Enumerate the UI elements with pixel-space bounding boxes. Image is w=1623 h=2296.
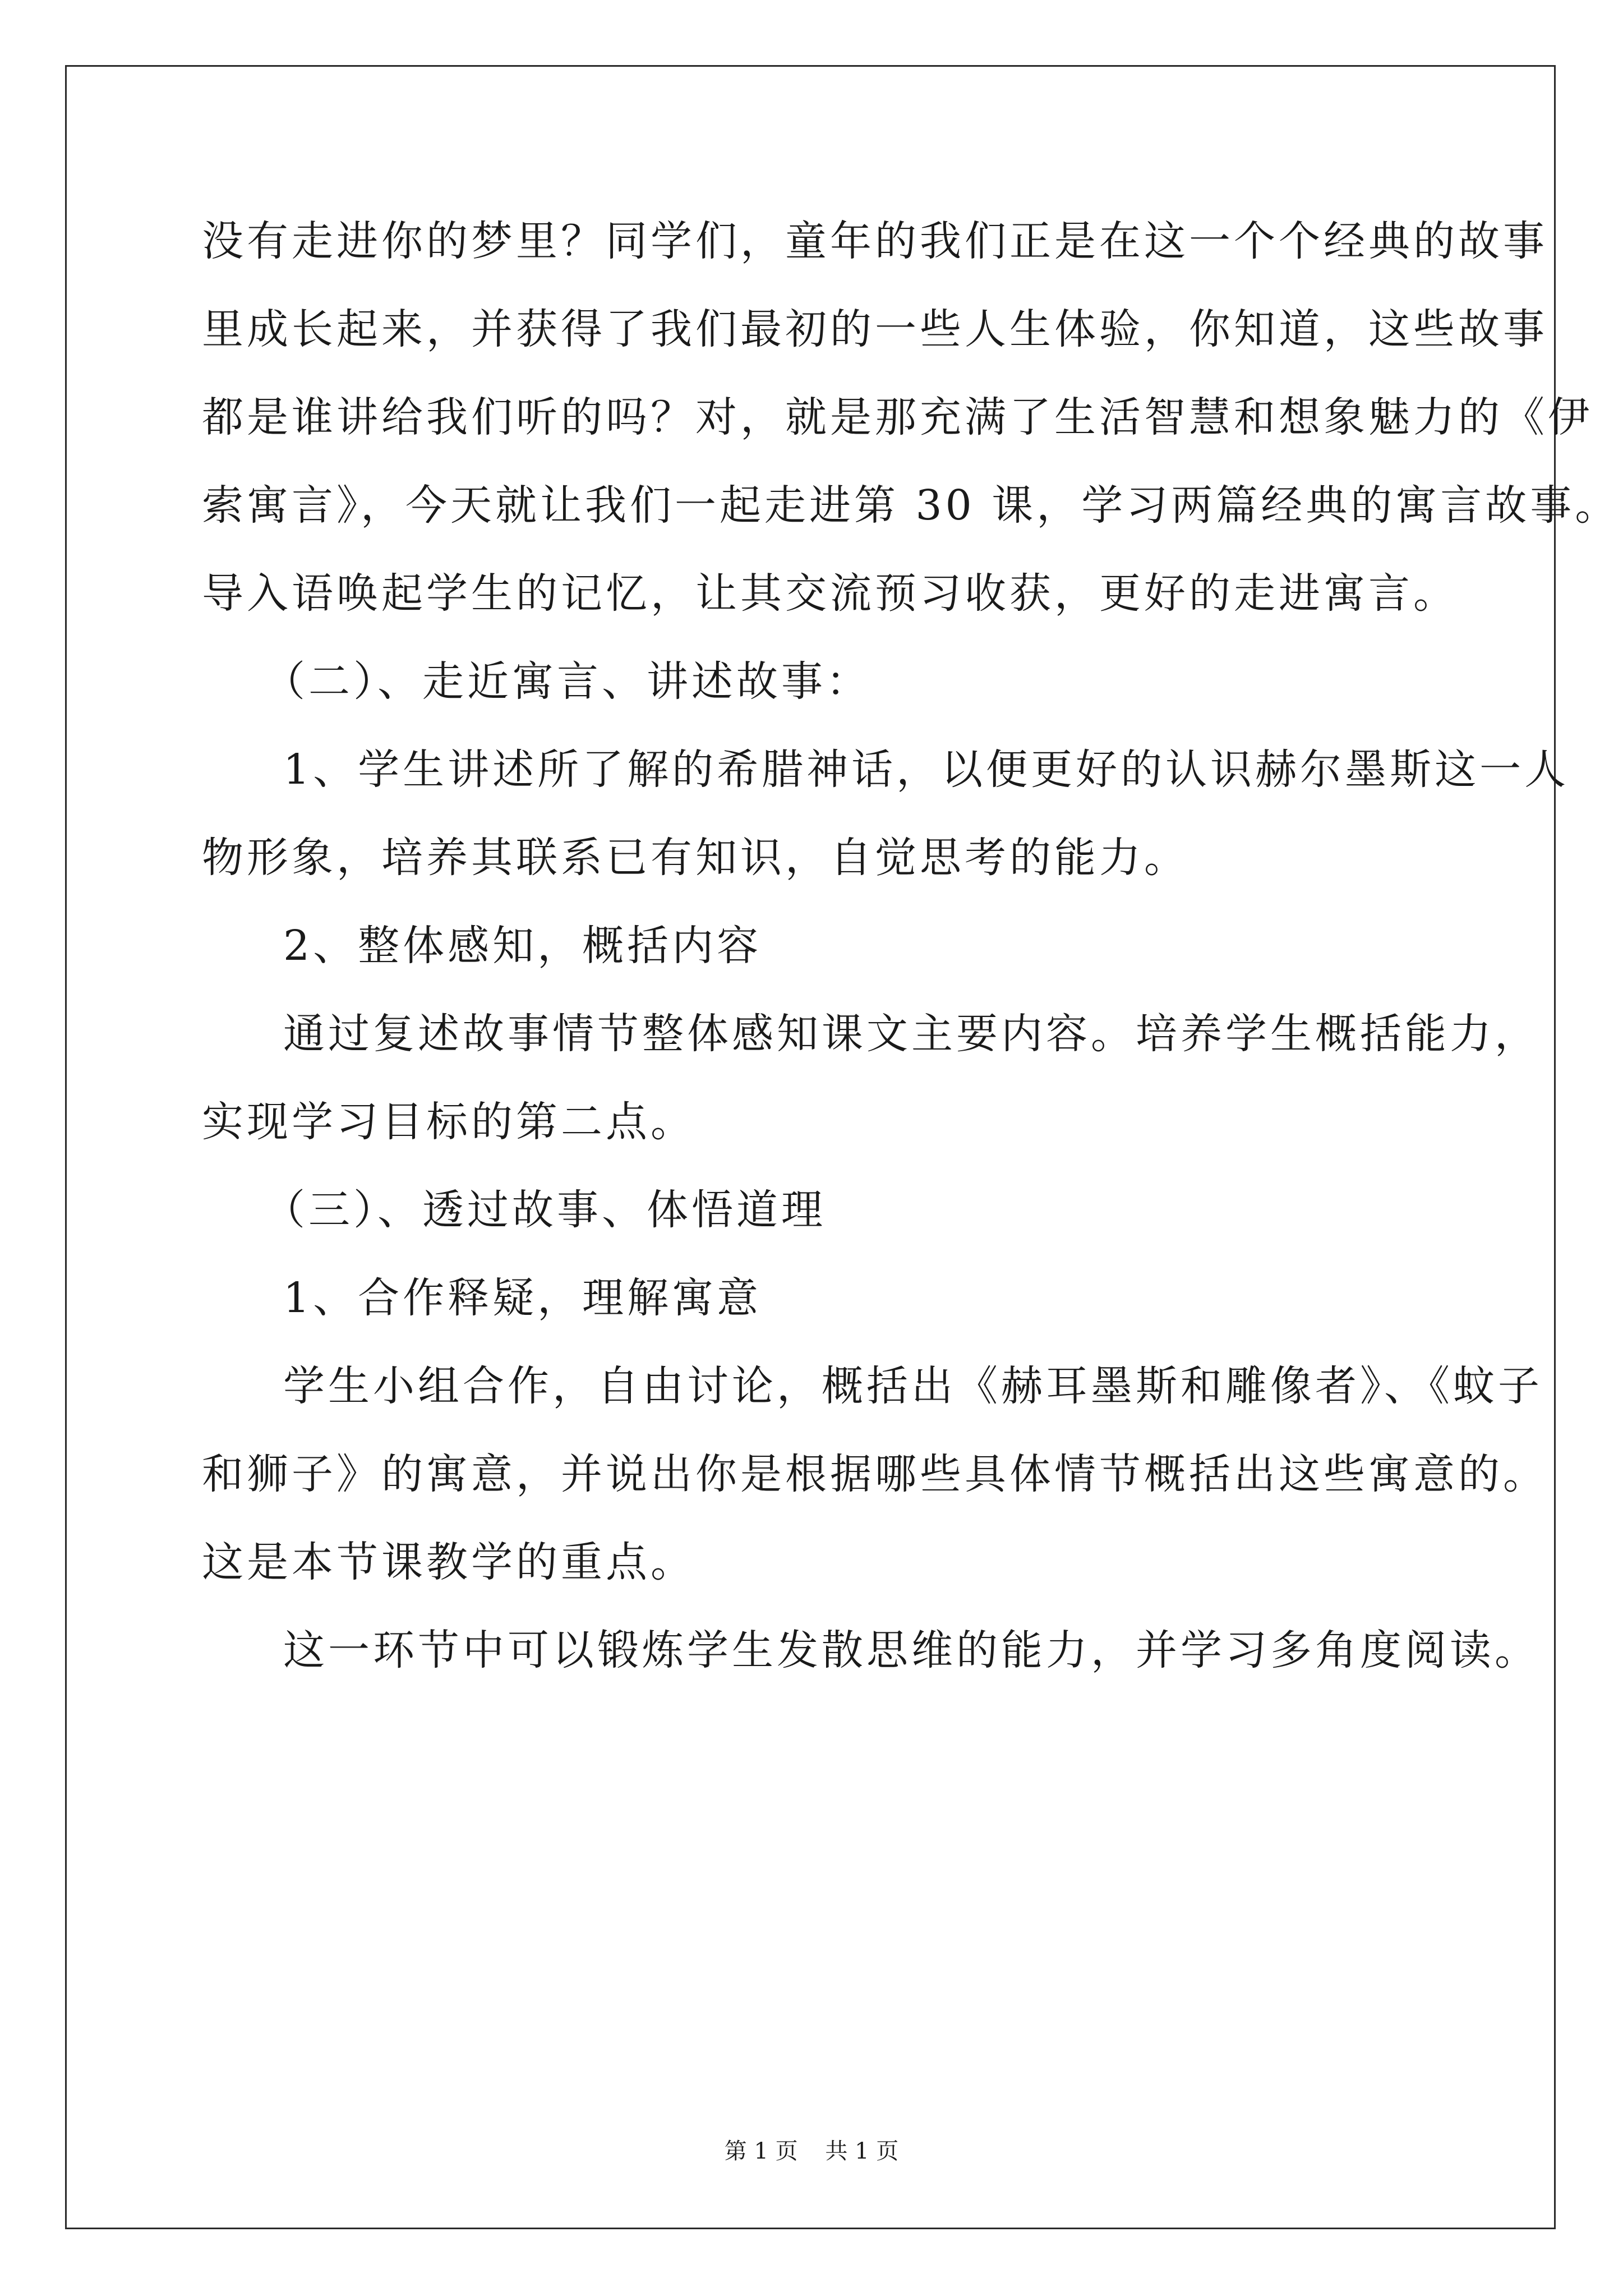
body-line: 实现学习目标的第二点。 [202, 1098, 695, 1146]
body-line: 这是本节课教学的重点。 [202, 1538, 695, 1586]
section-heading: （三）、透过故事、体悟道理 [264, 1186, 826, 1234]
body-line: 都是谁讲给我们听的吗？对，就是那充满了生活智慧和想象魅力的《伊 [202, 393, 1593, 441]
body-line: 里成长起来，并获得了我们最初的一些人生体验，你知道，这些故事 [202, 305, 1548, 353]
body-line: 导入语唤起学生的记忆，让其交流预习收获，更好的走进寓言。 [202, 569, 1458, 618]
body-line: 学生小组合作，自由讨论，概括出《赫耳墨斯和雕像者》、《蚊子 [283, 1362, 1543, 1410]
page-footer [0, 2137, 1623, 2165]
body-line: 这一环节中可以锻炼学生发散思维的能力，并学习多角度阅读。 [283, 1626, 1539, 1674]
section-heading: （二）、走近寓言、讲述故事： [264, 657, 871, 706]
body-line: 没有走进你的梦里？同学们，童年的我们正是在这一个个经典的故事 [202, 217, 1548, 265]
page-number: 第 1 页 [724, 2138, 798, 2164]
page-border [65, 65, 1556, 2229]
body-line: 索寓言》，今天就让我们一起走进第 30 课，学习两篇经典的寓言故事。 [202, 481, 1620, 530]
body-line: 1、合作释疑，理解寓意 [283, 1274, 762, 1322]
body-line: 物形象，培养其联系已有知识，自觉思考的能力。 [202, 834, 1189, 882]
body-line: 通过复述故事情节整体感知课文主要内容。培养学生概括能力， [283, 1010, 1539, 1058]
page-total: 共 1 页 [825, 2138, 899, 2164]
body-line: 1、学生讲述所了解的希腊神话，以便更好的认识赫尔墨斯这一人 [283, 746, 1570, 794]
body-line: 和狮子》的寓意，并说出你是根据哪些具体情节概括出这些寓意的。 [202, 1450, 1548, 1498]
body-line: 2、整体感知，概括内容 [283, 922, 762, 970]
